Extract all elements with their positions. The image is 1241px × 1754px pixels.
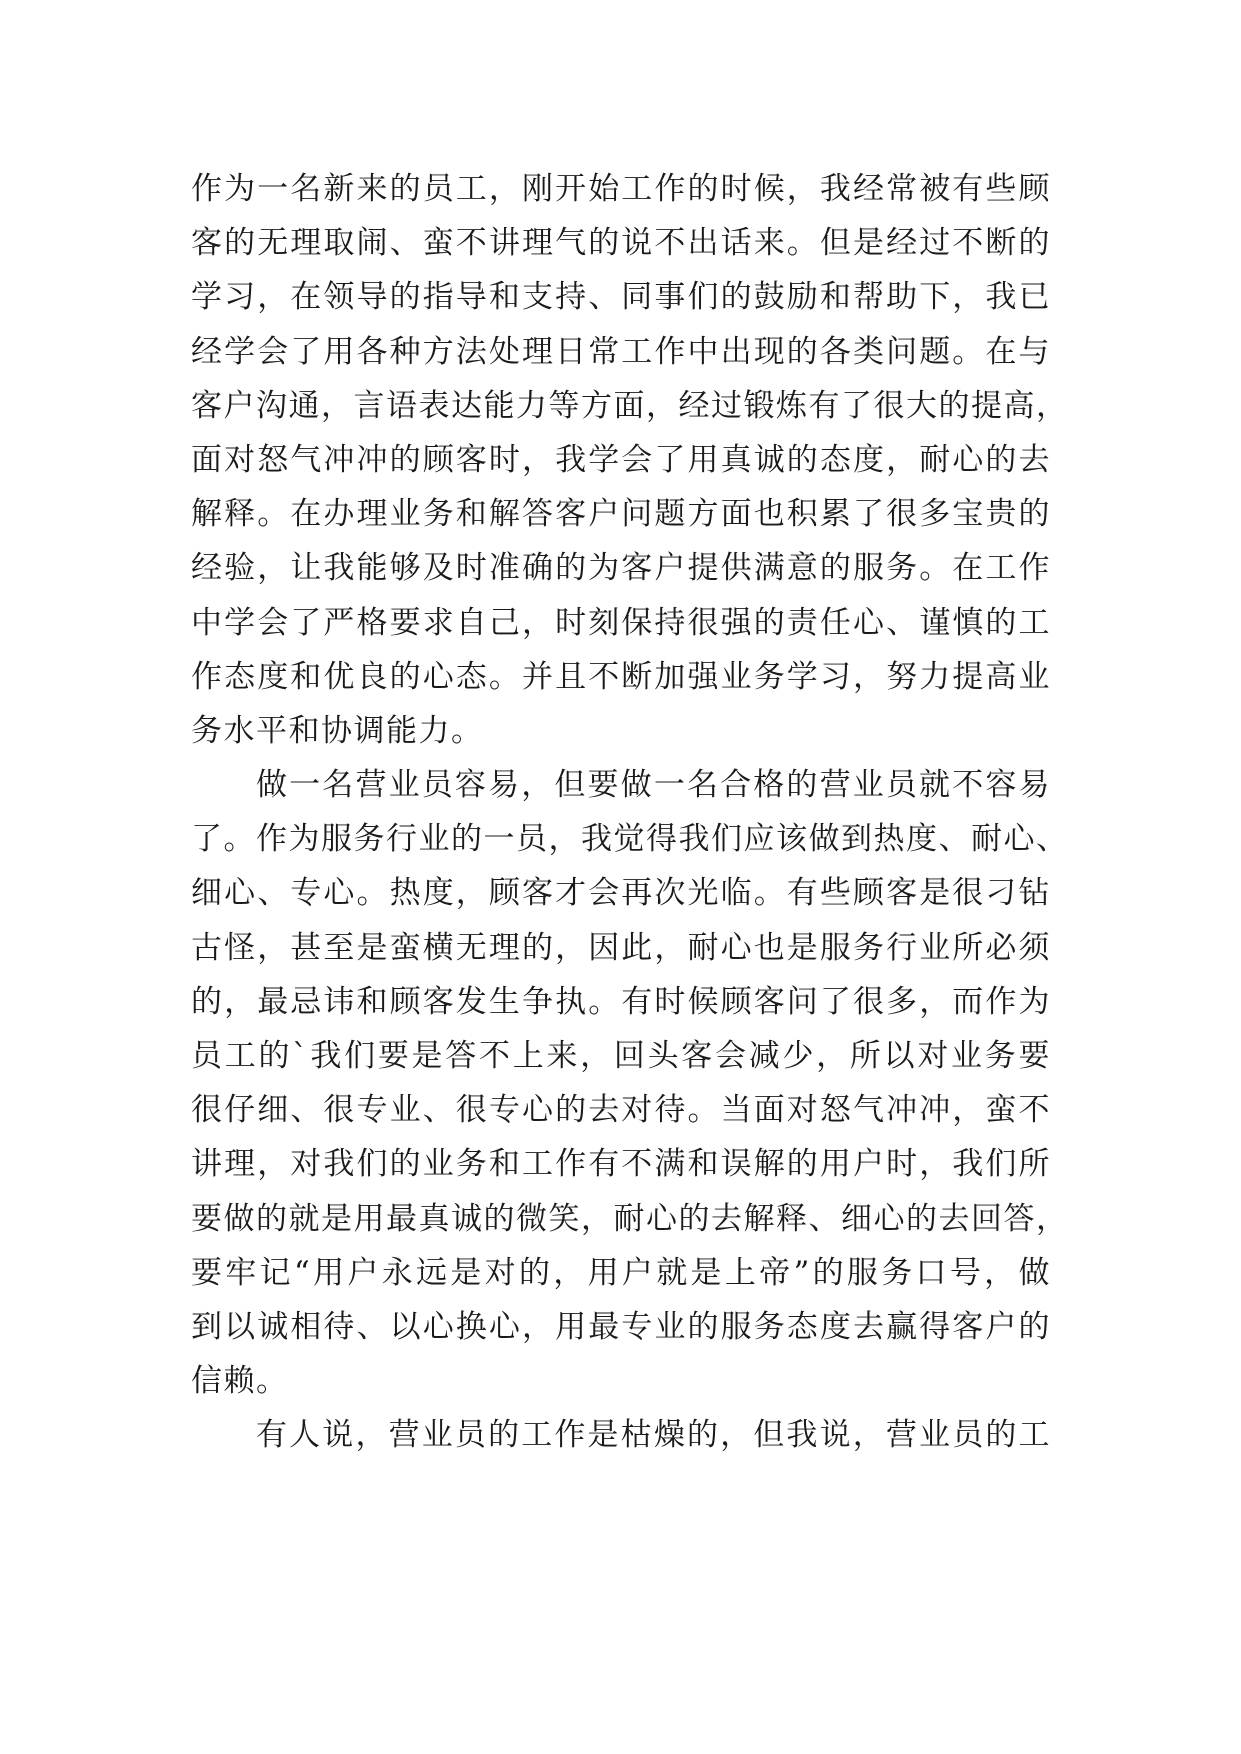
text-line: 作态度和优良的心态。并且不断加强业务学习，努力提高业 (191, 658, 1051, 695)
text-line: 到以诚相待、以心换心，用最专业的服务态度去赢得客户的 (191, 1308, 1051, 1345)
text-line: 经学会了用各种方法处理日常工作中出现的各类问题。在与 (191, 333, 1051, 370)
text-line: 有人说，营业员的工作是枯燥的，但我说，营业员的工 (256, 1417, 1051, 1454)
text-line: 的，最忌讳和顾客发生争执。有时候顾客问了很多，而作为 (191, 983, 1051, 1020)
text-line: 学习，在领导的指导和支持、同事们的鼓励和帮助下，我已 (191, 279, 1051, 316)
text-line: 解释。在办理业务和解答客户问题方面也积累了很多宝贵的 (191, 496, 1051, 533)
text-line: 做一名营业员容易，但要做一名合格的营业员就不容易 (256, 767, 1051, 804)
text-line: 信赖。 (191, 1363, 289, 1400)
text-line: 中学会了严格要求自己，时刻保持很强的责任心、谨慎的工 (191, 604, 1051, 641)
text-line: 务水平和协调能力。 (191, 712, 484, 749)
text-line: 讲理，对我们的业务和工作有不满和误解的用户时，我们所 (191, 1146, 1051, 1183)
text-line: 很仔细、很专业、很专心的去对待。当面对怒气冲冲，蛮不 (191, 1092, 1051, 1129)
text-line: 了。作为服务行业的一员，我觉得我们应该做到热度、耐心、 (191, 821, 1069, 858)
text-line: 员工的`我们要是答不上来，回头客会减少，所以对业务要 (191, 1038, 1051, 1074)
text-line: 要做的就是用最真诚的微笑，耐心的去解释、细心的去回答， (191, 1200, 1069, 1237)
paragraph-1 (191, 162, 1069, 758)
paragraph-3 (191, 1408, 1051, 1462)
text-line: 要牢记“用户永远是对的，用户就是上帝”的服务口号，做 (191, 1254, 1051, 1291)
text-line: 面对怒气冲冲的顾客时，我学会了用真诚的态度，耐心的去 (191, 441, 1051, 478)
text-line: 古怪，甚至是蛮横无理的，因此，耐心也是服务行业所必须 (191, 929, 1051, 966)
text-line: 客户沟通，言语表达能力等方面，经过锻炼有了很大的提高， (191, 387, 1069, 424)
text-line: 客的无理取闹、蛮不讲理气的说不出话来。但是经过不断的 (191, 225, 1051, 262)
text-line: 经验，让我能够及时准确的为客户提供满意的服务。在工作 (191, 550, 1051, 587)
document-body (191, 162, 1069, 1463)
text-line: 作为一名新来的员工，刚开始工作的时候，我经常被有些顾 (191, 171, 1051, 207)
paragraph-2 (191, 758, 1069, 1408)
text-line: 细心、专心。热度，顾客才会再次光临。有些顾客是很刁钻 (191, 875, 1051, 912)
